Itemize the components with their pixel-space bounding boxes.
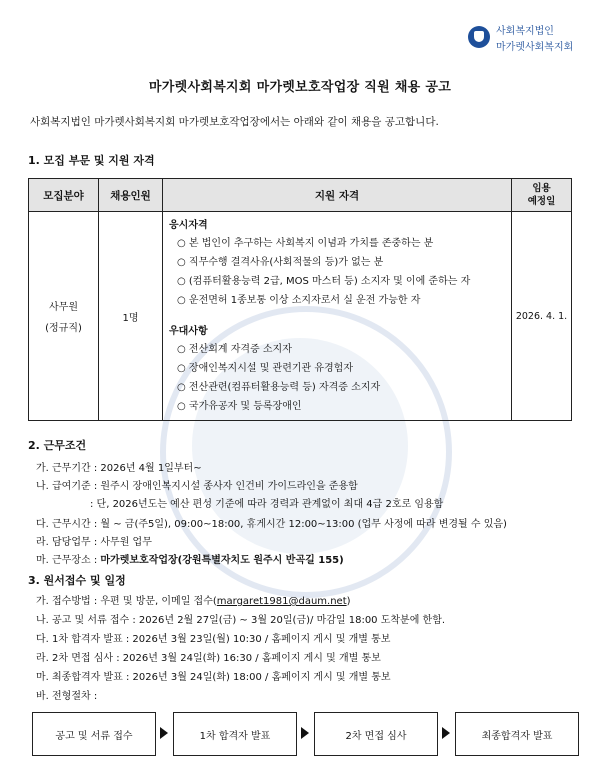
pref-item: ○ 국가유공자 및 등록장애인 (177, 401, 302, 412)
flow-step-4: 최종합격자 발표 (455, 712, 579, 756)
flow-step-2: 1차 합격자 발표 (173, 712, 297, 756)
receipt-method (36, 592, 351, 607)
process-label: 바. 전형절차 : (36, 691, 98, 702)
col-header-qualification: 지원 자격 (163, 179, 512, 212)
col-header-field: 모집분야 (29, 179, 99, 212)
qual-item: ○ 직무수행 결격사유(사회적물의 등)가 없는 분 (177, 257, 384, 268)
schedule-final-result: 마. 최종합격자 발표 : 2026년 3월 24일(화) 18:00 / 홈페이지 게시 및 개별 통보 (36, 672, 391, 683)
salary-basis: 나. 급여기준 : 원주시 장애인복지시설 종사자 인건비 가이드라인을 준용함 (36, 481, 358, 492)
col-header-count: 채용인원 (99, 179, 163, 212)
schedule-interview: 라. 2차 면접 심사 : 2026년 3월 24일(화) 16:30 / 홈페이지 게시 및 개별 통보 (36, 653, 381, 664)
flow-arrow-icon (160, 727, 168, 739)
section1-heading: 1. 모집 부문 및 지원 자격 (28, 154, 155, 167)
work-place (36, 551, 344, 566)
pref-item: ○ 장애인복지시설 및 관련기관 유경험자 (177, 363, 354, 374)
org-line1: 사회복지법인 (496, 26, 554, 37)
flow-arrow-icon (301, 727, 309, 739)
receipt-method-close: ) (346, 596, 351, 607)
col-header-date-text: 임용 예정일 (527, 183, 556, 207)
pref-heading: 우대사항 (169, 326, 208, 337)
schedule-first-result: 다. 1차 합격자 발표 : 2026년 3월 23일(월) 10:30 / 홈페이지 게시 및 개별 통보 (36, 634, 391, 645)
col-header-date (512, 179, 572, 212)
field-type: (정규직) (45, 323, 82, 334)
work-place-value: 마가렛보호작업장(강원특별자치도 원주시 반곡길 155) (100, 555, 344, 566)
salary-note: : 단, 2026년도는 예산 편성 기준에 따라 경력과 관계없이 최대 4급 2호로 임용함 (90, 499, 444, 510)
field-cell (29, 212, 99, 421)
pref-item: ○ 전산관련(컴퓨터활용능력 등) 자격증 소지자 (177, 382, 381, 393)
flow-arrow-icon (442, 727, 450, 739)
qual-heading: 응시자격 (169, 220, 208, 231)
pref-item: ○ 전산회계 자격증 소지자 (177, 344, 292, 355)
field-name: 사무원 (49, 302, 78, 313)
count-cell: 1명 (99, 212, 163, 421)
email-link[interactable]: margaret1981@daum.net (216, 596, 347, 607)
schedule-receipt: 나. 공고 및 서류 접수 : 2026년 2월 27일(금) ~ 3월 20일(금)/ 마감일 18:00 도착분에 한함. (36, 615, 446, 626)
work-period: 가. 근무기간 : 2026년 4월 1일부터~ (36, 463, 202, 474)
page-title: 마가렛사회복지회 마가렛보호작업장 직원 채용 공고 (148, 80, 452, 95)
date-cell: 2026. 4. 1. (512, 212, 572, 421)
work-hours: 다. 근무시간 : 월 ~ 금(주5일), 09:00~18:00, 휴게시간 12:00~13:00 (업무 사정에 따라 변경될 수 있음) (36, 519, 507, 530)
work-place-label: 마. 근무장소 : (36, 555, 101, 566)
receipt-method-label: 가. 접수방법 : 우편 및 방문, 이메일 접수( (36, 596, 217, 607)
section3-heading: 3. 원서접수 및 일정 (28, 574, 126, 587)
qualification-cell (163, 212, 512, 421)
intro-text: 사회복지법인 마가렛사회복지회 마가렛보호작업장에서는 아래와 같이 채용을 공고합니다. (30, 116, 439, 128)
qual-item: ○ 운전면허 1종보통 이상 소지자로서 실 운전 가능한 자 (177, 295, 421, 306)
org-emblem-icon (468, 26, 490, 48)
flow-step-3: 2차 면접 심사 (314, 712, 438, 756)
flow-step-1: 공고 및 서류 접수 (32, 712, 156, 756)
qual-item: ○ 본 법인이 추구하는 사회복지 이념과 가치를 존중하는 분 (177, 238, 434, 249)
org-line2: 마가렛사회복지회 (496, 42, 574, 53)
org-logo (468, 16, 592, 56)
recruitment-table (28, 178, 572, 421)
section2-heading: 2. 근무조건 (28, 439, 87, 452)
duties: 라. 담당업무 : 사무원 업무 (36, 537, 152, 548)
qual-item: ○ (컴퓨터활용능력 2급, MOS 마스터 등) 소지자 및 이에 준하는 자 (177, 276, 471, 287)
